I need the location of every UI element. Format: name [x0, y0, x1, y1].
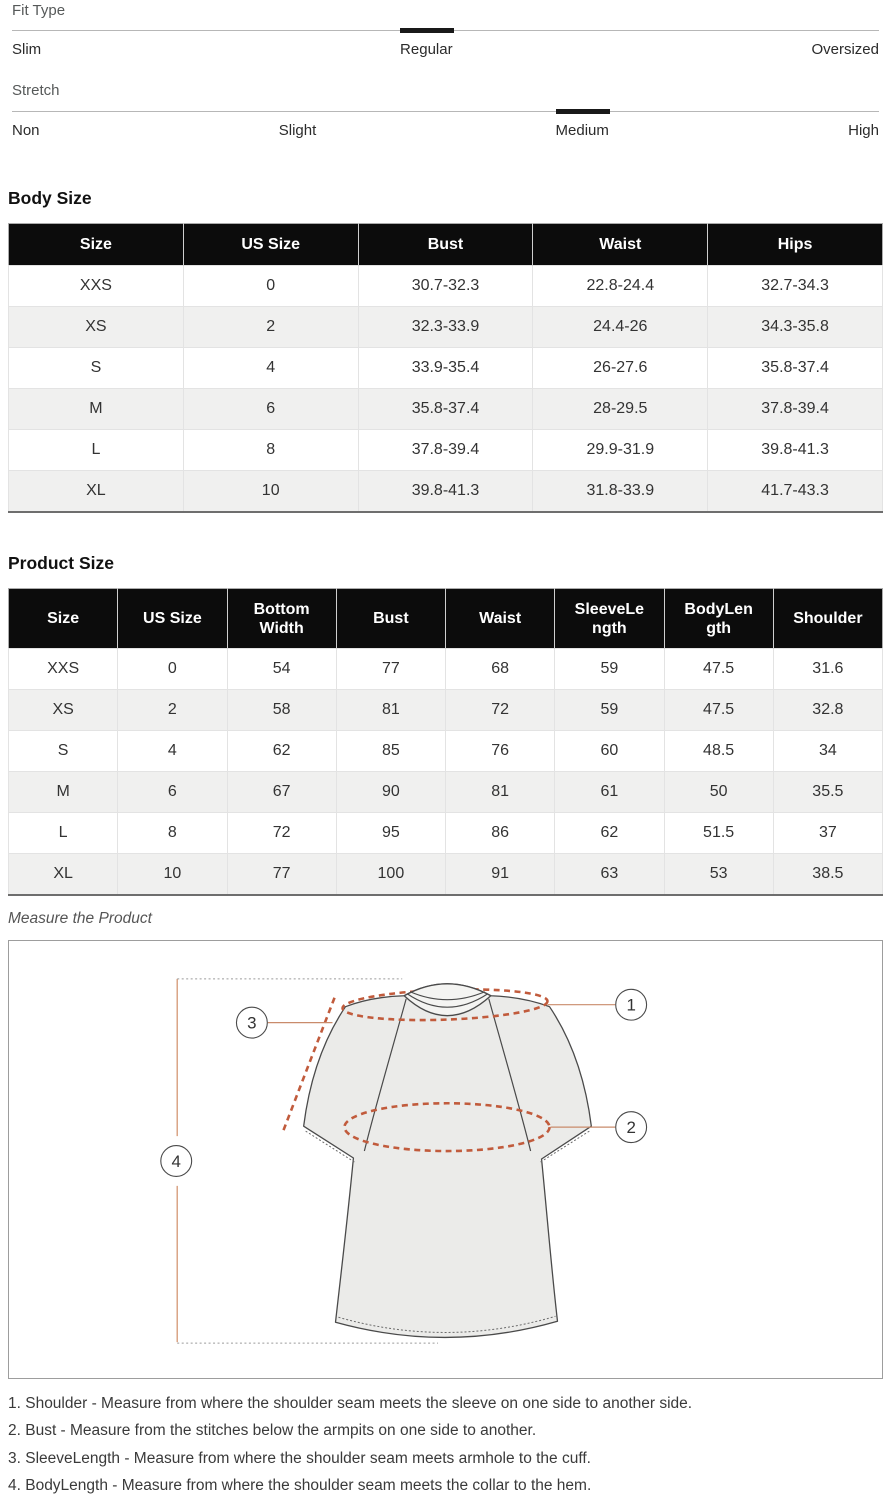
table-cell: 4 — [118, 731, 227, 772]
table-cell: 31.8-33.9 — [533, 471, 708, 512]
fit-type-option-regular: Regular — [400, 41, 453, 58]
table-cell: 38.5 — [773, 854, 882, 895]
table-cell: 41.7-43.3 — [708, 471, 883, 512]
table-cell: 72 — [227, 813, 336, 854]
table-cell: M — [9, 772, 118, 813]
table-cell: 8 — [183, 430, 358, 471]
table-cell: XS — [9, 307, 184, 348]
measurement-diagram — [8, 940, 883, 1379]
column-header: Bottom Width — [227, 589, 336, 649]
callout-1 — [616, 989, 647, 1020]
table-cell: 35.8-37.4 — [708, 348, 883, 389]
body-size-title: Body Size — [8, 188, 92, 208]
table-row — [9, 389, 883, 430]
table-cell: 68 — [446, 649, 555, 690]
table-cell: 37.8-39.4 — [708, 389, 883, 430]
column-header: Bust — [336, 589, 445, 649]
table-cell: 53 — [664, 854, 773, 895]
table-cell: 32.8 — [773, 690, 882, 731]
fit-type-slider-marker — [400, 28, 454, 33]
table-row — [9, 772, 883, 813]
table-cell: 51.5 — [664, 813, 773, 854]
callout-4-number: 4 — [171, 1151, 181, 1171]
column-header: Size — [9, 224, 184, 266]
product-size-title: Product Size — [8, 553, 114, 573]
fit-type-option-slim: Slim — [12, 41, 42, 58]
fit-type-option-oversized: Oversized — [811, 41, 879, 58]
table-cell: 91 — [446, 854, 555, 895]
column-header: Shoulder — [773, 589, 882, 649]
table-cell: XXS — [9, 266, 184, 307]
table-row — [9, 266, 883, 307]
callout-2-number: 2 — [626, 1118, 636, 1138]
table-cell: 34.3-35.8 — [708, 307, 883, 348]
table-cell: XL — [9, 471, 184, 512]
table-cell: 86 — [446, 813, 555, 854]
table-cell: 0 — [183, 266, 358, 307]
table-cell: L — [9, 813, 118, 854]
stretch-option-medium: Medium — [555, 122, 609, 139]
table-cell: S — [9, 348, 184, 389]
fit-type-options — [12, 41, 879, 59]
table-row — [9, 731, 883, 772]
table-cell: L — [9, 430, 184, 471]
table-cell: 67 — [227, 772, 336, 813]
table-cell: 95 — [336, 813, 445, 854]
table-row — [9, 430, 883, 471]
stretch-option-slight: Slight — [278, 122, 317, 139]
table-cell: 10 — [183, 471, 358, 512]
table-cell: S — [9, 731, 118, 772]
table-cell: 33.9-35.4 — [358, 348, 533, 389]
table-cell: 90 — [336, 772, 445, 813]
table-cell: 35.5 — [773, 772, 882, 813]
stretch-options — [12, 122, 879, 140]
table-cell: 76 — [446, 731, 555, 772]
header-row — [9, 589, 883, 649]
table-cell: 85 — [336, 731, 445, 772]
table-cell: 77 — [227, 854, 336, 895]
table-cell: 10 — [118, 854, 227, 895]
fit-type-slider-track — [12, 30, 879, 31]
table-cell: 34 — [773, 731, 882, 772]
table-row — [9, 307, 883, 348]
table-cell: XS — [9, 690, 118, 731]
table-cell: 39.8-41.3 — [708, 430, 883, 471]
table-row — [9, 649, 883, 690]
table-cell: 24.4-26 — [533, 307, 708, 348]
measurement-notes — [8, 1390, 887, 1499]
table-cell: 54 — [227, 649, 336, 690]
column-header: SleeveLe ngth — [555, 589, 664, 649]
table-cell: 2 — [118, 690, 227, 731]
table-cell: 63 — [555, 854, 664, 895]
stretch-slider-marker — [556, 109, 610, 114]
column-header: US Size — [183, 224, 358, 266]
table-cell: XL — [9, 854, 118, 895]
column-header: US Size — [118, 589, 227, 649]
table-cell: 81 — [446, 772, 555, 813]
table-cell: 72 — [446, 690, 555, 731]
measurement-note: 4. BodyLength - Measure from where the shoulder seam meets the collar to the hem. — [8, 1476, 592, 1494]
table-cell: 2 — [183, 307, 358, 348]
table-cell: 62 — [555, 813, 664, 854]
tshirt-outline — [304, 984, 592, 1338]
table-cell: 35.8-37.4 — [358, 389, 533, 430]
table-cell: 59 — [555, 649, 664, 690]
callout-3 — [236, 1007, 267, 1038]
table-cell: 32.3-33.9 — [358, 307, 533, 348]
callout-1-number: 1 — [626, 995, 636, 1015]
table-cell: 28-29.5 — [533, 389, 708, 430]
table-cell: 37.8-39.4 — [358, 430, 533, 471]
stretch-label: Stretch — [12, 82, 60, 99]
measure-product-title: Measure the Product — [8, 910, 152, 927]
table-cell: 37 — [773, 813, 882, 854]
table-cell: 4 — [183, 348, 358, 389]
column-header: Hips — [708, 224, 883, 266]
column-header: Waist — [533, 224, 708, 266]
fit-type-label: Fit Type — [12, 2, 66, 19]
table-cell: 60 — [555, 731, 664, 772]
table-cell: 30.7-32.3 — [358, 266, 533, 307]
table-cell: 6 — [118, 772, 227, 813]
table-cell: 48.5 — [664, 731, 773, 772]
table-cell: 39.8-41.3 — [358, 471, 533, 512]
table-row — [9, 813, 883, 854]
table-cell: 0 — [118, 649, 227, 690]
callout-2 — [616, 1112, 647, 1143]
table-cell: 47.5 — [664, 649, 773, 690]
table-cell: 32.7-34.3 — [708, 266, 883, 307]
stretch-option-high: High — [848, 122, 879, 139]
table-cell: 47.5 — [664, 690, 773, 731]
table-row — [9, 854, 883, 895]
table-cell: 81 — [336, 690, 445, 731]
table-cell: 61 — [555, 772, 664, 813]
body-size-table — [8, 223, 883, 513]
tshirt-measurement-illustration — [9, 941, 882, 1378]
column-header: Waist — [446, 589, 555, 649]
callout-3-number: 3 — [247, 1013, 257, 1033]
table-cell: 50 — [664, 772, 773, 813]
table-cell: 26-27.6 — [533, 348, 708, 389]
table-cell: 77 — [336, 649, 445, 690]
stretch-option-non: Non — [12, 122, 40, 139]
table-cell: M — [9, 389, 184, 430]
measurement-note: 1. Shoulder - Measure from where the shoulder seam meets the sleeve on one side to another side. — [8, 1395, 693, 1412]
table-cell: XXS — [9, 649, 118, 690]
callout-4 — [161, 1146, 192, 1177]
product-size-table — [8, 588, 883, 896]
table-cell: 59 — [555, 690, 664, 731]
table-cell: 62 — [227, 731, 336, 772]
table-cell: 58 — [227, 690, 336, 731]
table-row — [9, 690, 883, 731]
table-cell: 8 — [118, 813, 227, 854]
table-row — [9, 348, 883, 389]
header-row — [9, 224, 883, 266]
table-cell: 31.6 — [773, 649, 882, 690]
column-header: Bust — [358, 224, 533, 266]
table-cell: 22.8-24.4 — [533, 266, 708, 307]
measurement-note: 3. SleeveLength - Measure from where the shoulder seam meets armhole to the cuff. — [8, 1449, 591, 1467]
table-cell: 6 — [183, 389, 358, 430]
table-cell: 100 — [336, 854, 445, 895]
column-header: Size — [9, 589, 118, 649]
measurement-note: 2. Bust - Measure from the stitches below the armpits on one side to another. — [8, 1422, 537, 1440]
column-header: BodyLen gth — [664, 589, 773, 649]
table-row — [9, 471, 883, 512]
stretch-slider-track — [12, 111, 879, 112]
table-cell: 29.9-31.9 — [533, 430, 708, 471]
